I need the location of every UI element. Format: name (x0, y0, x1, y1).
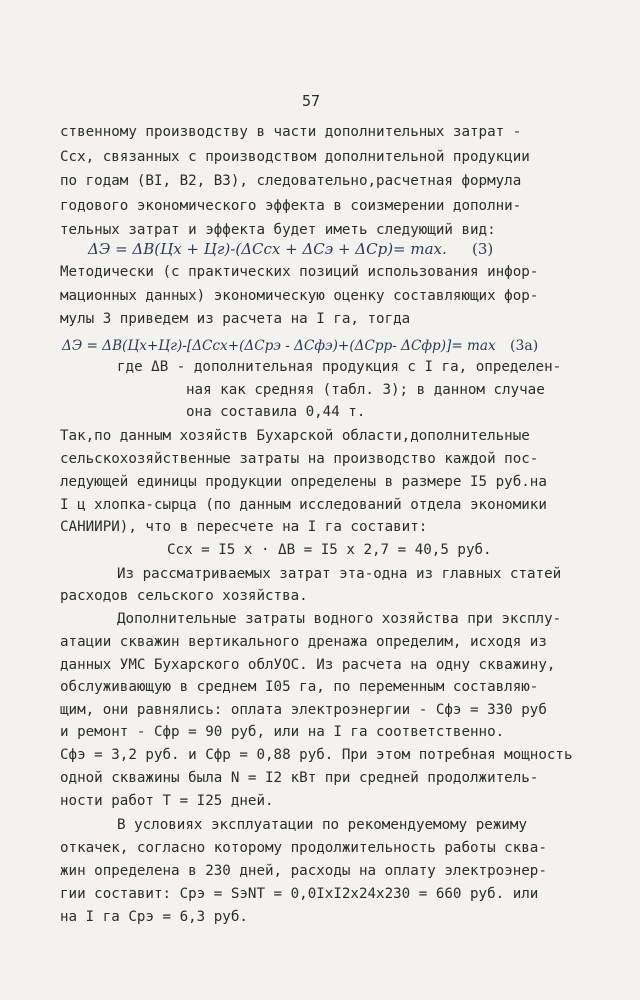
text-line: сельскохозяйственные затраты на производство каждой пос- (60, 451, 539, 467)
text-line: мулы 3 приведем из расчета на I га, тогда (60, 311, 411, 327)
formula-3a-number: (3а) (510, 338, 539, 354)
formula-3: ΔЭ = ΔВ(Цх + Цг)-(ΔСсх + ΔСэ + ΔСр)= max. (88, 240, 447, 258)
text-line: Из рассматриваемых затрат эта-одна из главных статей (117, 566, 562, 582)
text-line: Дополнительные затраты водного хозяйства при эксплу- (117, 611, 562, 627)
text-line: откачек, согласно которому продолжительность работы сква- (60, 840, 547, 856)
text-line: гии составит: Срэ = SэNT = 0,0IхI2х24х230 = 660 руб. или (60, 886, 539, 902)
text-line: ледующей единицы продукции определены в размере I5 руб.на (60, 474, 547, 490)
text-line: ная как средняя (табл. 3); в данном случае (186, 382, 545, 398)
page-number: 57 (302, 92, 321, 110)
text-line: данных УМС Бухарского облУОС. Из расчета на одну скважину, (60, 657, 556, 673)
text-line: ственному производству в части дополнительных затрат - (60, 124, 522, 140)
text-line: она составила 0,44 т. (186, 404, 366, 420)
text-line: где ΔВ - дополнительная продукция с I га, определен- (117, 359, 562, 375)
text-line: одной скважины была N = I2 кВт при средней продолжитель- (60, 770, 539, 786)
text-line: Ссх, связанных с производством дополнительной продукции (60, 149, 530, 165)
text-line: атации скважин вертикального дренажа определим, исходя из (60, 634, 547, 650)
formula-3-number: (3) (472, 240, 494, 258)
text-line: жин определена в 230 дней, расходы на оплату электроэнер- (60, 863, 547, 879)
text-line: В условиях эксплуатации по рекомендуемому режиму (117, 817, 527, 833)
text-line: Сфэ = 3,2 руб. и Сфр = 0,88 руб. При этом потребная мощность (60, 747, 573, 763)
text-line: САНИИРИ), что в пересчете на I га составит: (60, 519, 428, 535)
text-line: и ремонт - Сфр = 90 руб, или на I га соответственно. (60, 724, 505, 740)
text-line: по годам (ВI, В2, В3), следовательно,расчетная формула (60, 173, 522, 189)
text-line: I ц хлопка-сырца (по данным исследований отдела экономики (60, 497, 547, 513)
text-line: Методически (с практических позиций использования инфор- (60, 264, 539, 280)
text-line: обслуживающую в среднем I05 га, по переменным составляю- (60, 679, 539, 695)
text-line: ности работ Т = I25 дней. (60, 793, 274, 809)
text-line: годового экономического эффекта в соизмерении дополни- (60, 198, 522, 214)
text-line: Ссх = I5 х · ΔВ = I5 х 2,7 = 40,5 руб. (167, 542, 492, 558)
text-line: тельных затрат и эффекта будет иметь следующий вид: (60, 222, 496, 238)
text-line: мационных данных) экономическую оценку составляющих фор- (60, 288, 539, 304)
text-line: на I га Срэ = 6,3 руб. (60, 909, 248, 925)
formula-3a: ΔЭ = ΔВ(Цх+Цг)-[ΔСсх+(ΔСрэ - ΔСфэ)+(ΔСрр- ΔСфр)]= max (62, 338, 496, 354)
text-line: расходов сельского хозяйства. (60, 588, 308, 604)
text-line: Так,по данным хозяйств Бухарской области,дополнительные (60, 428, 530, 444)
text-line: щим, они равнялись: оплата электроэнергии - Сфэ = 330 руб (60, 702, 547, 718)
